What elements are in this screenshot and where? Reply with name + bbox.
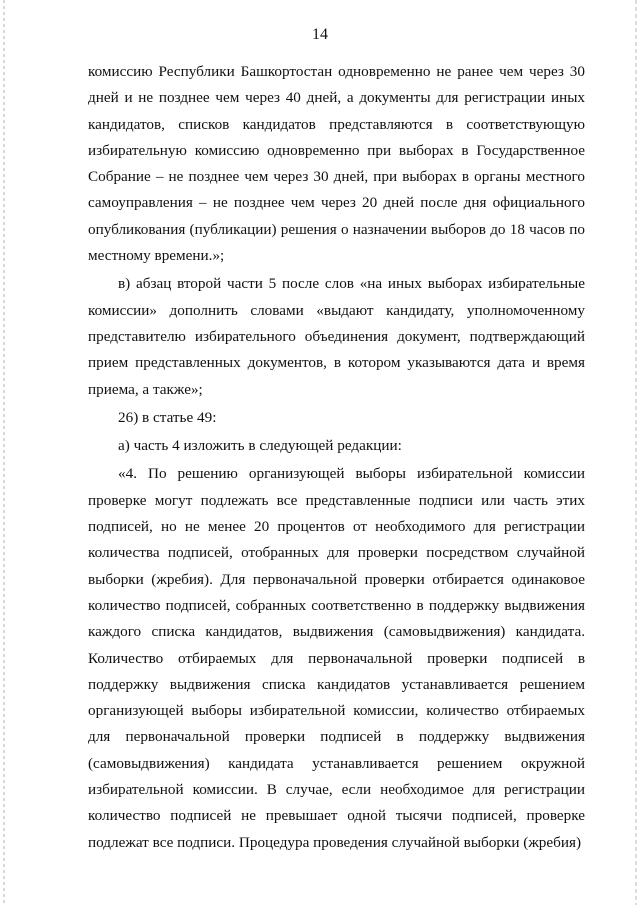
scan-edge-left	[3, 0, 5, 905]
paragraph-item-a: а) часть 4 изложить в следующей редакции:	[118, 437, 402, 455]
paragraph-continuation: комиссию Республики Башкортостан одновременно не ранее чем через 30 дней и не позднее чем через 40 дней, а документы для регистрации иных кандидатов, списков кандидатов представляются в соответствующую избирательную комиссию одновременно при выборах в Государственное Собрание – не позднее чем через 30 дней, при выборах в органы местного самоуправления – не позднее чем через 20 дней после дня официального опубликования (публикации) решения о назначении выборов до 18 часов по местному времени.»;	[88, 63, 585, 265]
paragraph-item-v: в) абзац второй части 5 после слов «на иных выборах избирательные комиссии» дополнить словами «выдают кандидату, уполномоченному представителю избирательного объединения документ, подтверждающий прием представленных документов, в котором указываются дата и время приема, а также»;	[88, 275, 585, 398]
paragraph-part-4: «4. По решению организующей выборы избирательной комиссии проверке могут подлежать все представленные подписи или часть этих подписей, но не менее 20 процентов от необходимого для регистрации количества подписей, отобранных для проверки посредством случайной выборки (жребия). Для первоначальной проверки отбирается одинаковое количество подписей, собранных соответственно в поддержку выдвижения каждого списка кандидатов, выдвижения (самовыдвижения) кандидата. Количество отбираемых для первоначальной проверки подписей в поддержку выдвижения списка кандидатов устанавливается решением организующей выборы избирательной комиссии, количество отбираемых для первоначальной проверки подписей в поддержку выдвижения (самовыдвижения) кандидата устанавливается решением окружной избирательной комиссии. В случае, если необходимое для регистрации количество подписей не превышает одной тысячи подписей, проверке подлежат все подписи. Процедура проведения случайной выборки (жребия)	[88, 465, 585, 851]
page-number: 14	[312, 26, 328, 43]
document-body	[88, 59, 585, 856]
paragraph-item-26: 26) в статье 49:	[118, 408, 217, 426]
scan-edge-right	[635, 0, 637, 905]
